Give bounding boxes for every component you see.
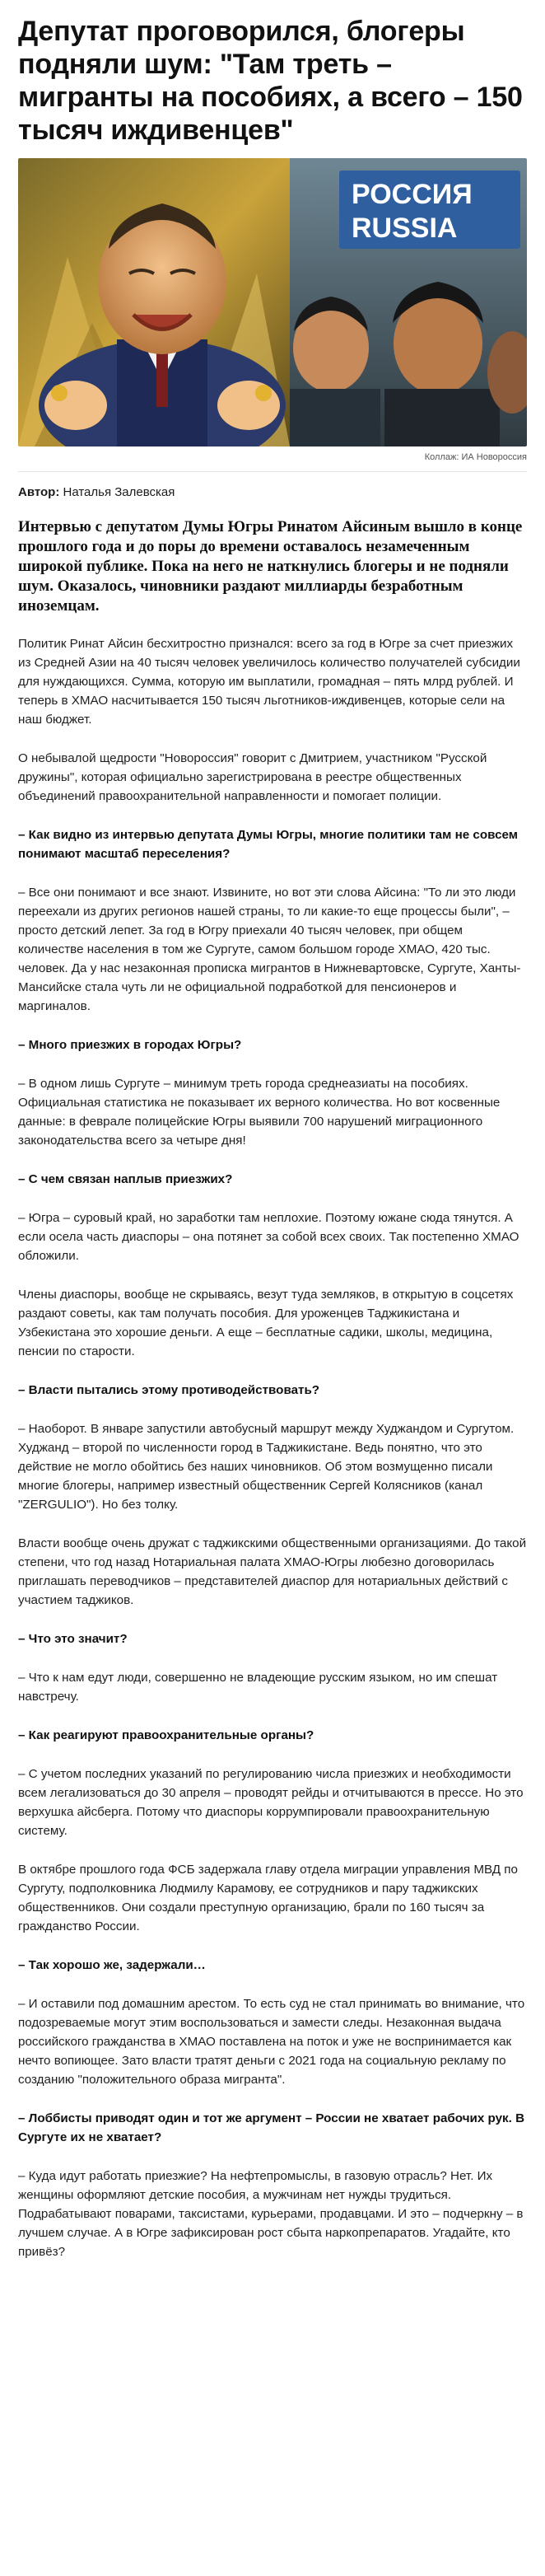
article-paragraph: О небывалой щедрости "Новороссия" говорит с Дмитрием, участником "Русской дружины", которая официально зарегистрирована в реестре общественных объединений правоохранительной направленности и помогает полиции. (18, 751, 487, 803)
interview-question: – Так хорошо же, задержали… (18, 1958, 206, 1972)
article-lead: Интервью с депутатом Думы Югры Ринатом Айсиным вышло в конце прошлого года и до поры до времени оставалось незамеченным широкой публике. Пока на него не наткнулись блогеры и не подняли шум. Оказалось, чиновники раздают миллиарды безработным иноземцам. (18, 518, 523, 615)
collage-illustration (18, 158, 527, 446)
sign-text-russian: РОССИЯ (352, 179, 473, 210)
article-hero-image (18, 158, 527, 446)
divider (18, 471, 527, 472)
article-headline: Депутат проговорился, блогеры подняли шум: "Там треть – мигранты на пособиях, а всего – 150 тысяч иждивенцев" (18, 16, 523, 146)
interview-question: – Лоббисты приводят один и тот же аргумент – России не хватает рабочих рук. В Сургуте их не хватает? (18, 2111, 525, 2144)
author-line (18, 485, 527, 499)
sign-text-english: RUSSIA (352, 213, 458, 244)
article-paragraph: Власти вообще очень дружат с таджикскими общественными организациями. До такой степени, что год назад Нотариальная палата ХМАО-Югры любезно договорилась приглашать переводчиков – представителей диаспор для нотариальных действий с участием таджиков. (18, 1536, 527, 1607)
article-paragraph: – Югра – суровый край, но заработки там неплохие. Поэтому южане сюда тянутся. А если осела часть диаспоры – она потянет за собой всех своих. Так постепенно ХМАО обложили. (18, 1211, 519, 1263)
article-paragraph: – Наоборот. В январе запустили автобусный маршрут между Худжандом и Сургутом. Худжанд – второй по численности город в Таджикистане. Ведь понятно, что это действие не могло обойтись без наших чиновников. Об этом возмущенно писали многие блогеры, например известный общественник Сергей Колясников (канал "ZERGULIO"). Но без толку. (18, 1422, 515, 1512)
article-paragraph: – Куда идут работать приезжие? На нефтепромыслы, в газовую отрасль? Нет. Их женщины оформляют детские пособия, а мужчинам нет нужды трудиться. Подрабатывают поварами, таксистами, курьерами, продавцами. И это – подчеркну – в лучшем случае. А в Югре зафиксирован рост сбыта наркопрепаратов. Угадайте, кто привёз? (18, 2169, 524, 2259)
interview-question: – С чем связан наплыв приезжих? (18, 1172, 233, 1186)
interview-question: – Что это значит? (18, 1632, 128, 1646)
image-caption: Коллаж: ИА Новороссия (424, 452, 527, 462)
article-paragraph: – Что к нам едут люди, совершенно не владеющие русским языком, но им спешат навстречу. (18, 1671, 498, 1704)
interview-question: – Как видно из интервью депутата Думы Югры, многие политики там не совсем понимают масштаб переселения? (18, 828, 519, 861)
article-paragraph: Политик Ринат Айсин бесхитростно признался: всего за год в Югре за счет приезжих из Средней Азии на 40 тысяч человек увеличилось количество получателей субсидии для нуждающихся. Сумма, которую им выплатили, громадная – пять млрд рублей. И теперь в ХМАО насчитывается 150 тысяч льготников-иждивенцев, которые сели на наш бюджет. (18, 637, 520, 727)
author-name[interactable]: Наталья Залевская (63, 485, 175, 499)
interview-question: – Много приезжих в городах Югры? (18, 1038, 242, 1052)
interview-question: – Власти пытались этому противодействовать? (18, 1383, 320, 1397)
article-paragraph: – И оставили под домашним арестом. То есть суд не стал принимать во внимание, что подозреваемые могут этим воспользоваться и замести следы. Незаконная выдача российского гражданства в ХМАО поставлена на поток и уже не воспринимается как нечто вопиющее. Зато власти тратят деньги с 2021 года на социальную рекламу по созданию "положительного образа мигранта". (18, 1997, 525, 2087)
article-body (18, 634, 527, 2261)
article-paragraph: – В одном лишь Сургуте – минимум треть города среднеазиаты на пособиях. Официальная статистика не показывает их верного количества. Но вот косвенные данные: в феврале полицейские Югры выявили 700 нарушений миграционного законодательства всего за четыре дня! (18, 1077, 501, 1148)
article-paragraph: Члены диаспоры, вообще не скрываясь, везут туда земляков, в открытую в соцсетях раздают советы, как там получать пособия. Для уроженцев Таджикистана и Узбекистана это хорошие деньги. А еще – бесплатные садики, школы, медицина, пенсии по старости. (18, 1288, 514, 1358)
article-paragraph: В октябре прошлого года ФСБ задержала главу отдела миграции управления МВД по Сургуту, подполковника Людмилу Карамову, ее сотрудников и пару таджикских общественников. Они создали преступную организацию, брали по 160 тысяч за гражданство России. (18, 1863, 518, 1933)
article-paragraph: – С учетом последних указаний по регулированию числа приезжих и необходимости всем легализоваться до 30 апреля – проводят рейды и отчитываются в прессе. Но это верхушка айсберга. Потому что диаспоры коррумпировали правоохранительную систему. (18, 1767, 524, 1838)
article-paragraph: – Все они понимают и все знают. Извините, но вот эти слова Айсина: "То ли это люди переехали из других регионов нашей страны, то ли какие-то еще процессы были", – просто детский лепет. За год в Югру приехали 40 тысяч человек, при общем количестве населения в том же Сургуте, самом большом городе ХМАО, 420 тыс. человек. Да у нас незаконная прописка мигрантов в Нижневартовске, Сургуте, Ханты-Мансийске стала чуть ли не официальной подработкой для пенсионеров и маргиналов. (18, 886, 521, 1013)
interview-question: – Как реагируют правоохранительные органы? (18, 1728, 314, 1742)
author-label: Автор: (18, 485, 60, 499)
